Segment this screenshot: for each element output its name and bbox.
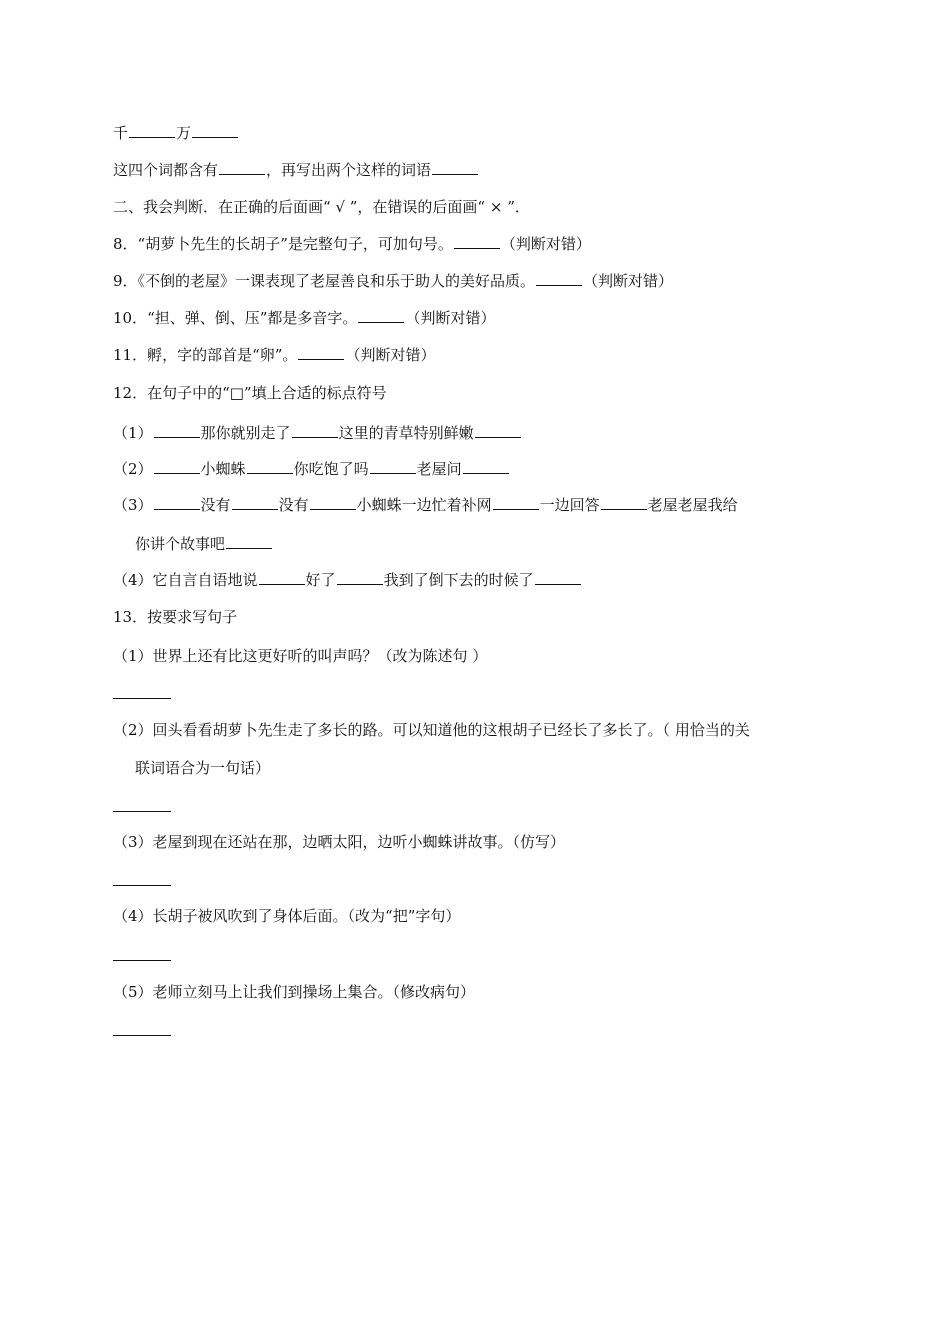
- fill-blank[interactable]: [154, 423, 200, 438]
- question-9: [113, 270, 673, 292]
- answer-blank[interactable]: [298, 345, 344, 360]
- fill-blank[interactable]: [219, 160, 265, 175]
- text: 好了: [305, 571, 336, 589]
- section-2-heading: 二、我会判断．在正确的后面画“ √ ”，在错误的后面画“ × ”．: [113, 198, 530, 216]
- answer-line[interactable]: [113, 885, 171, 886]
- answer-line[interactable]: [113, 811, 171, 812]
- fill-blank[interactable]: [247, 459, 293, 474]
- question-12-2: [113, 458, 510, 480]
- fill-blank[interactable]: [432, 160, 478, 175]
- fill-blank[interactable]: [232, 495, 278, 510]
- question-13-5: （5）老师立刻马上让我们到操场上集合。（修改病句）: [113, 983, 476, 1001]
- text: 11．孵，字的部首是“卵”。: [113, 346, 298, 364]
- judge-hint: （判断对错）: [405, 309, 496, 327]
- judge-hint: （判断对错）: [345, 346, 436, 364]
- question-12: 12．在句子中的“□”填上合适的标点符号: [113, 384, 387, 402]
- text: 10．“担、弹、倒、压”都是多音字。: [113, 309, 358, 327]
- fill-blank[interactable]: [310, 495, 356, 510]
- answer-line[interactable]: [113, 698, 171, 699]
- text: 这里的青草特别鲜嫩: [338, 424, 474, 442]
- fill-blank[interactable]: [370, 459, 416, 474]
- text: 千: [113, 124, 129, 142]
- answer-blank[interactable]: [454, 234, 500, 249]
- text: 那你就别走了: [200, 424, 291, 442]
- question-12-4: [113, 569, 582, 591]
- text: 万: [176, 124, 192, 142]
- text: 9．《不倒的老屋》一课表现了老屋善良和乐于助人的美好品质。: [113, 272, 536, 290]
- fill-blank[interactable]: [337, 570, 383, 585]
- text: 8．“胡萝卜先生的长胡子”是完整句子，可加句号。: [113, 235, 453, 253]
- fill-blank[interactable]: [292, 423, 338, 438]
- fill-blank[interactable]: [493, 495, 539, 510]
- text: 一边回答: [539, 496, 600, 514]
- question-13-1: （1）世界上还有比这更好听的叫声吗？（改为陈述句 ）: [113, 647, 488, 665]
- text: 老屋问: [416, 460, 462, 478]
- question-8: [113, 233, 591, 255]
- question-13-2: （2）回头看看胡萝卜先生走了多长的路。可以知道他的这根胡子已经长了多长了。（ 用恰当的关: [113, 721, 750, 739]
- question-13: 13．按要求写句子: [113, 608, 238, 626]
- fill-blank[interactable]: [154, 495, 200, 510]
- word-line-qian-wan: [113, 122, 239, 144]
- fill-blank[interactable]: [535, 570, 581, 585]
- text: （4）它自言自语地说: [113, 571, 258, 589]
- answer-blank[interactable]: [358, 308, 404, 323]
- fill-blank[interactable]: [192, 123, 238, 138]
- answer-line[interactable]: [113, 960, 171, 961]
- text: 我到了倒下去的时候了: [383, 571, 534, 589]
- question-10: [113, 307, 495, 329]
- text: 你讲个故事吧: [135, 535, 226, 553]
- fill-blank[interactable]: [601, 495, 647, 510]
- text: 你吃饱了吗: [293, 460, 369, 478]
- answer-blank[interactable]: [536, 271, 582, 286]
- judge-hint: （判断对错）: [583, 272, 674, 290]
- question-13-4: （4）长胡子被风吹到了身体后面。（改为“把”字句）: [113, 907, 461, 925]
- fill-blank[interactable]: [463, 459, 509, 474]
- question-12-3: [113, 494, 738, 516]
- text: ，再写出两个这样的词语: [266, 161, 432, 179]
- question-12-1: [113, 422, 522, 444]
- text: （3）: [113, 496, 153, 514]
- text: 小蜘蛛: [200, 460, 246, 478]
- text: 没有: [278, 496, 309, 514]
- fill-blank[interactable]: [154, 459, 200, 474]
- fill-blank[interactable]: [475, 423, 521, 438]
- fill-blank[interactable]: [129, 123, 175, 138]
- text: 这四个词都含有: [113, 161, 219, 179]
- fill-blank[interactable]: [259, 570, 305, 585]
- text: 没有: [200, 496, 231, 514]
- answer-line[interactable]: [113, 1035, 171, 1036]
- text: 小蜘蛛一边忙着补网: [356, 496, 492, 514]
- fill-blank[interactable]: [226, 534, 272, 549]
- question-13-2-cont: 联词语合为一句话）: [135, 759, 271, 777]
- text: （1）: [113, 424, 153, 442]
- judge-hint: （判断对错）: [500, 235, 591, 253]
- text: 老屋老屋我给: [647, 496, 738, 514]
- text: （2）: [113, 460, 153, 478]
- question-11: [113, 344, 435, 366]
- question-12-3-cont: [135, 533, 273, 555]
- word-common-line: [113, 159, 479, 181]
- question-13-3: （3）老屋到现在还站在那，边晒太阳，边听小蜘蛛讲故事。（仿写）: [113, 833, 566, 851]
